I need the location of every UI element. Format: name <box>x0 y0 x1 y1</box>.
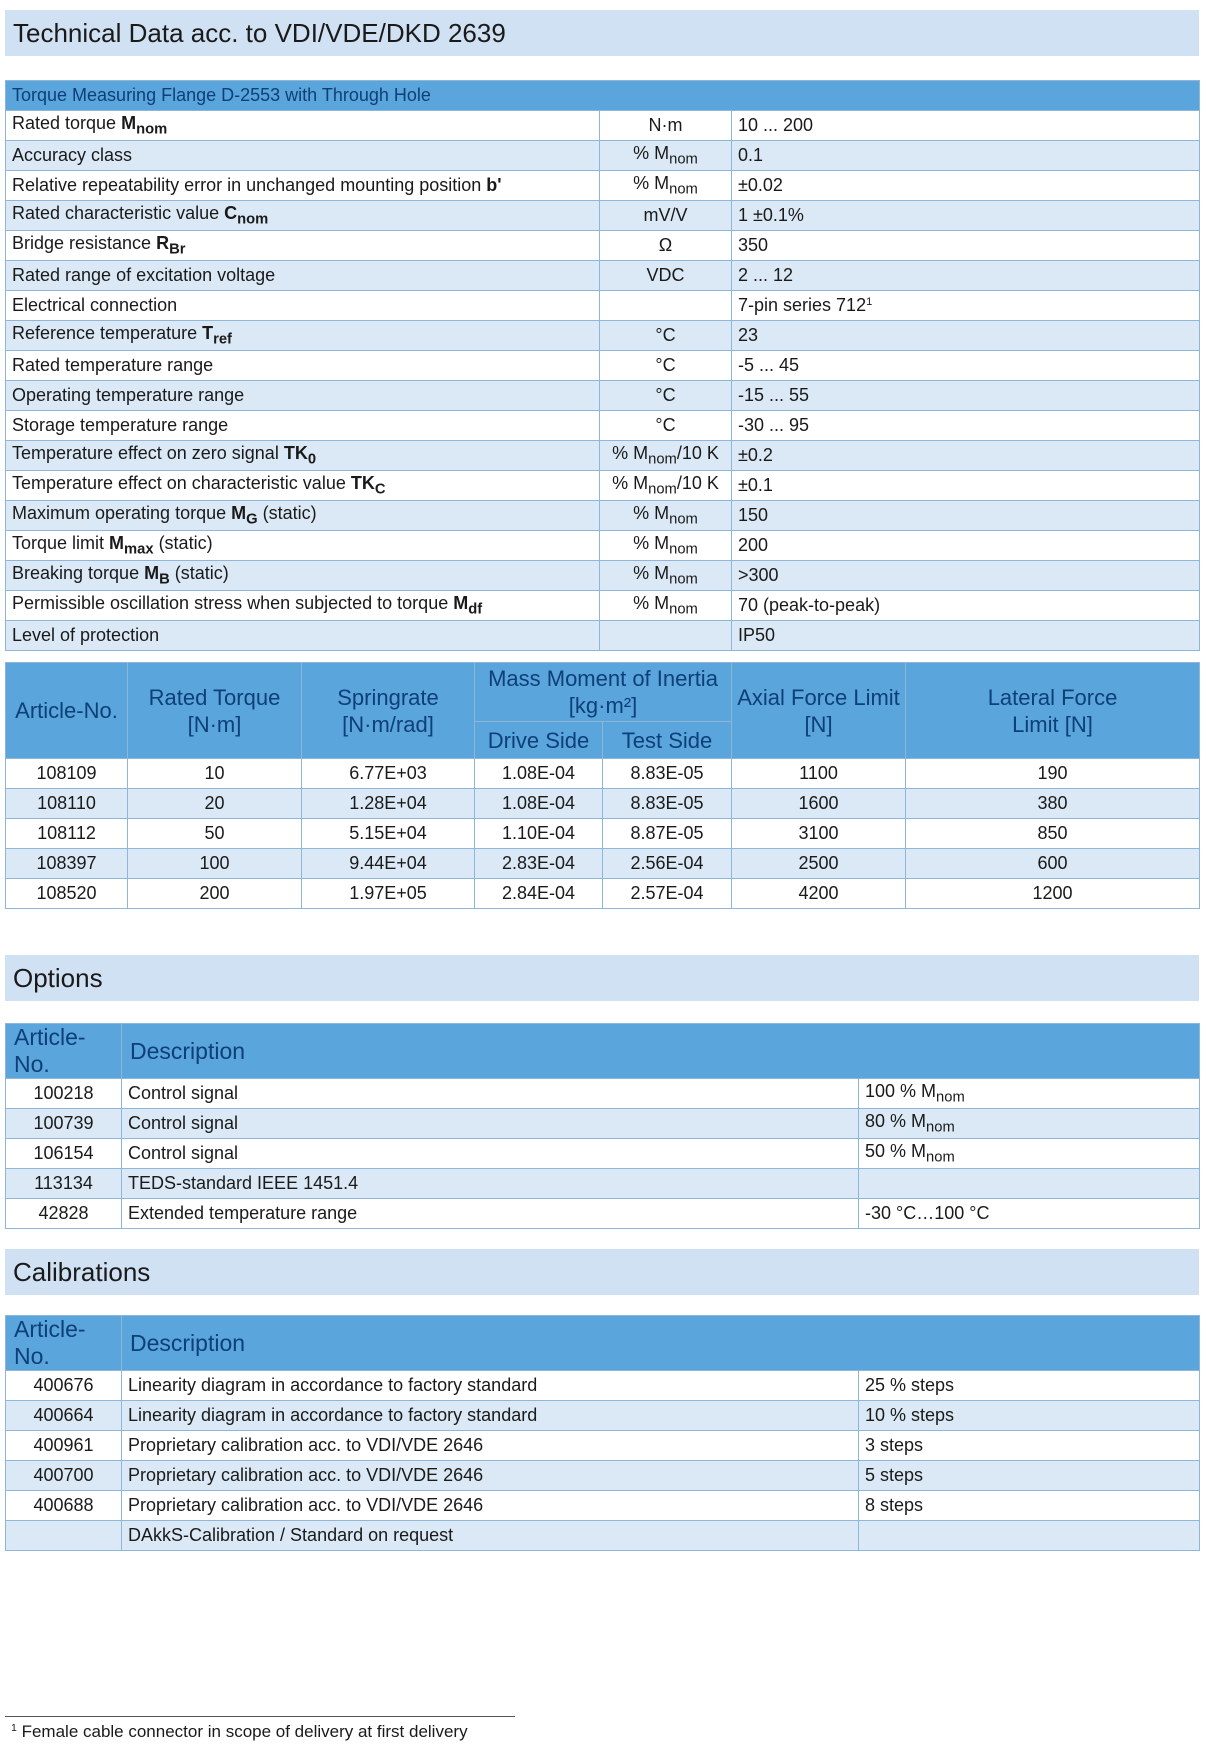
tech-param: Rated torque $M_{nom}$ <box>6 111 600 141</box>
article-cell: 20 <box>128 789 302 819</box>
calibration-extra <box>859 1521 1200 1551</box>
article-cell: 9.44E+04 <box>302 849 475 879</box>
tech-unit: % $M_{nom}$ <box>600 591 732 621</box>
article-cell: 50 <box>128 819 302 849</box>
tech-unit: °C <box>600 351 732 381</box>
calibration-row <box>6 1431 1200 1461</box>
header-test-side: Test Side <box>603 722 732 759</box>
footnote-divider <box>5 1716 515 1717</box>
article-cell: 2.84E-04 <box>475 879 603 909</box>
option-extra: 80 % $M_{nom}$ <box>859 1109 1200 1139</box>
tech-unit <box>600 621 732 651</box>
tech-param: Reference temperature $T_{ref}$ <box>6 321 600 351</box>
tech-row <box>6 471 1200 501</box>
calibration-article: 400676 <box>6 1371 122 1401</box>
tech-value: ±0.2 <box>732 441 1200 471</box>
tech-row <box>6 621 1200 651</box>
calibration-row <box>6 1401 1200 1431</box>
calibration-article: 400688 <box>6 1491 122 1521</box>
tech-row <box>6 531 1200 561</box>
calibration-article <box>6 1521 122 1551</box>
tech-unit: % $M_{nom}/10$ K <box>600 441 732 471</box>
tech-table-title: Torque Measuring Flange D-2553 with Through Hole <box>6 81 1200 111</box>
article-cell: 1100 <box>732 759 906 789</box>
tech-param: Electrical connection <box>6 291 600 321</box>
article-cell: 2500 <box>732 849 906 879</box>
header-springrate: Springrate [N·m/rad] <box>302 663 475 759</box>
tech-row <box>6 141 1200 171</box>
article-cell: 1.08E-04 <box>475 789 603 819</box>
article-cell: 2.57E-04 <box>603 879 732 909</box>
calibration-description: Proprietary calibration acc. to VDI/VDE 2646 <box>122 1491 859 1521</box>
tech-unit: mV/V <box>600 201 732 231</box>
tech-value: IP50 <box>732 621 1200 651</box>
tech-row <box>6 381 1200 411</box>
tech-value: 10 ... 200 <box>732 111 1200 141</box>
header-inertia: Mass Moment of Inertia [kg·m²] <box>475 663 732 722</box>
article-row <box>6 849 1200 879</box>
header-rated-torque: Rated Torque [N·m] <box>128 663 302 759</box>
article-cell: 2.56E-04 <box>603 849 732 879</box>
calibration-description: Proprietary calibration acc. to VDI/VDE 2646 <box>122 1431 859 1461</box>
tech-unit: % $M_{nom}/10$ K <box>600 471 732 501</box>
tech-value: 7-pin series $712^1$ <box>732 291 1200 321</box>
calibration-row <box>6 1521 1200 1551</box>
article-cell: 1200 <box>906 879 1200 909</box>
article-cell: 3100 <box>732 819 906 849</box>
tech-param: Temperature effect on zero signal $TK_0$ <box>6 441 600 471</box>
article-cell: 4200 <box>732 879 906 909</box>
calibration-row <box>6 1491 1200 1521</box>
header-article-no: Article-No. <box>6 663 128 759</box>
tech-unit: % $M_{nom}$ <box>600 501 732 531</box>
tech-row <box>6 261 1200 291</box>
article-row <box>6 759 1200 789</box>
tech-row <box>6 561 1200 591</box>
calibration-article: 400700 <box>6 1461 122 1491</box>
article-cell: 380 <box>906 789 1200 819</box>
options-table <box>5 1023 1200 1229</box>
option-article: 113134 <box>6 1169 122 1199</box>
option-row <box>6 1199 1200 1229</box>
calibration-description: Linearity diagram in accordance to factory standard <box>122 1401 859 1431</box>
calibration-extra: 10 % steps <box>859 1401 1200 1431</box>
calibration-description: Proprietary calibration acc. to VDI/VDE 2646 <box>122 1461 859 1491</box>
tech-row <box>6 591 1200 621</box>
article-cell: 1.28E+04 <box>302 789 475 819</box>
tech-row <box>6 111 1200 141</box>
option-article: 106154 <box>6 1139 122 1169</box>
article-cell: 108110 <box>6 789 128 819</box>
tech-value: 200 <box>732 531 1200 561</box>
option-extra <box>859 1169 1200 1199</box>
article-cell: 850 <box>906 819 1200 849</box>
options-header-article: Article-No. <box>6 1024 122 1079</box>
tech-param: Bridge resistance $R_{Br}$ <box>6 231 600 261</box>
tech-unit: °C <box>600 381 732 411</box>
tech-param: Temperature effect on characteristic value $TK_C$ <box>6 471 600 501</box>
header-drive-side: Drive Side <box>475 722 603 759</box>
article-cell: 108109 <box>6 759 128 789</box>
tech-unit <box>600 291 732 321</box>
option-row <box>6 1079 1200 1109</box>
tech-value: 150 <box>732 501 1200 531</box>
calibrations-title: Calibrations <box>5 1249 1199 1295</box>
tech-unit: VDC <box>600 261 732 291</box>
calibration-description: DAkkS-Calibration / Standard on request <box>122 1521 859 1551</box>
article-row <box>6 789 1200 819</box>
article-cell: 8.87E-05 <box>603 819 732 849</box>
tech-param: Storage temperature range <box>6 411 600 441</box>
option-row <box>6 1139 1200 1169</box>
calibrations-header-description: Description <box>122 1316 1200 1371</box>
article-cell: 1.97E+05 <box>302 879 475 909</box>
tech-unit: °C <box>600 321 732 351</box>
tech-param: Rated characteristic value $C_{nom}$ <box>6 201 600 231</box>
calibration-article: 400961 <box>6 1431 122 1461</box>
tech-row <box>6 171 1200 201</box>
tech-value: 350 <box>732 231 1200 261</box>
tech-row <box>6 201 1200 231</box>
option-extra: 50 % $M_{nom}$ <box>859 1139 1200 1169</box>
tech-row <box>6 291 1200 321</box>
tech-param: Maximum operating torque $M_G$ (static) <box>6 501 600 531</box>
tech-value: -15 ... 55 <box>732 381 1200 411</box>
tech-row <box>6 231 1200 261</box>
tech-value: >300 <box>732 561 1200 591</box>
tech-unit: N·m <box>600 111 732 141</box>
option-description: Control signal <box>122 1079 859 1109</box>
tech-param: Accuracy class <box>6 141 600 171</box>
article-cell: 8.83E-05 <box>603 789 732 819</box>
tech-unit: Ω <box>600 231 732 261</box>
tech-row <box>6 411 1200 441</box>
calibrations-table <box>5 1315 1200 1551</box>
calibration-extra: 5 steps <box>859 1461 1200 1491</box>
tech-value: 0.1 <box>732 141 1200 171</box>
tech-value: 2 ... 12 <box>732 261 1200 291</box>
tech-row <box>6 321 1200 351</box>
tech-row <box>6 501 1200 531</box>
tech-unit: % $M_{nom}$ <box>600 561 732 591</box>
tech-param: Breaking torque $M_B$ (static) <box>6 561 600 591</box>
option-description: Extended temperature range <box>122 1199 859 1229</box>
article-cell: 2.83E-04 <box>475 849 603 879</box>
tech-param: Torque limit $M_{max}$ (static) <box>6 531 600 561</box>
footnote: $^1$ Female cable connector in scope of delivery at first delivery <box>11 1722 468 1741</box>
tech-unit: °C <box>600 411 732 441</box>
article-cell: 1.08E-04 <box>475 759 603 789</box>
option-description: TEDS-standard IEEE 1451.4 <box>122 1169 859 1199</box>
header-axial-force: Axial Force Limit [N] <box>732 663 906 759</box>
tech-row <box>6 351 1200 381</box>
tech-value: 23 <box>732 321 1200 351</box>
article-cell: 10 <box>128 759 302 789</box>
tech-value: ±0.02 <box>732 171 1200 201</box>
article-cell: 6.77E+03 <box>302 759 475 789</box>
option-article: 100739 <box>6 1109 122 1139</box>
tech-value: -5 ... 45 <box>732 351 1200 381</box>
tech-data-table <box>5 80 1200 651</box>
article-cell: 108397 <box>6 849 128 879</box>
calibration-article: 400664 <box>6 1401 122 1431</box>
option-description: Control signal <box>122 1139 859 1169</box>
tech-param: Rated range of excitation voltage <box>6 261 600 291</box>
tech-unit: % $M_{nom}$ <box>600 141 732 171</box>
calibration-extra: 8 steps <box>859 1491 1200 1521</box>
option-extra: -30 °C…100 °C <box>859 1199 1200 1229</box>
options-title: Options <box>5 955 1199 1001</box>
tech-param: Relative repeatability error in unchanged mounting position b' <box>6 171 600 201</box>
article-cell: 200 <box>128 879 302 909</box>
article-cell: 108112 <box>6 819 128 849</box>
options-header-description: Description <box>122 1024 1200 1079</box>
article-cell: 190 <box>906 759 1200 789</box>
calibration-row <box>6 1371 1200 1401</box>
option-row <box>6 1109 1200 1139</box>
tech-unit: % $M_{nom}$ <box>600 531 732 561</box>
tech-value: 1 ±0.1% <box>732 201 1200 231</box>
calibration-extra: 3 steps <box>859 1431 1200 1461</box>
article-cell: 108520 <box>6 879 128 909</box>
option-article: 42828 <box>6 1199 122 1229</box>
calibrations-header-article: Article-No. <box>6 1316 122 1371</box>
tech-row <box>6 441 1200 471</box>
tech-param: Operating temperature range <box>6 381 600 411</box>
tech-value: -30 ... 95 <box>732 411 1200 441</box>
header-lateral-force: Lateral Force Limit [N] <box>906 663 1200 759</box>
tech-param: Rated temperature range <box>6 351 600 381</box>
option-extra: 100 % $M_{nom}$ <box>859 1079 1200 1109</box>
option-article: 100218 <box>6 1079 122 1109</box>
article-cell: 100 <box>128 849 302 879</box>
article-cell: 8.83E-05 <box>603 759 732 789</box>
article-table <box>5 662 1200 909</box>
article-cell: 1.10E-04 <box>475 819 603 849</box>
tech-param: Permissible oscillation stress when subjected to torque $M_{df}$ <box>6 591 600 621</box>
option-row <box>6 1169 1200 1199</box>
article-cell: 600 <box>906 849 1200 879</box>
tech-unit: % $M_{nom}$ <box>600 171 732 201</box>
tech-param: Level of protection <box>6 621 600 651</box>
tech-data-title: Technical Data acc. to VDI/VDE/DKD 2639 <box>5 10 1199 56</box>
article-row <box>6 879 1200 909</box>
article-row <box>6 819 1200 849</box>
article-cell: 5.15E+04 <box>302 819 475 849</box>
calibration-row <box>6 1461 1200 1491</box>
tech-value: ±0.1 <box>732 471 1200 501</box>
calibration-description: Linearity diagram in accordance to factory standard <box>122 1371 859 1401</box>
option-description: Control signal <box>122 1109 859 1139</box>
article-cell: 1600 <box>732 789 906 819</box>
calibration-extra: 25 % steps <box>859 1371 1200 1401</box>
tech-value: 70 (peak-to-peak) <box>732 591 1200 621</box>
